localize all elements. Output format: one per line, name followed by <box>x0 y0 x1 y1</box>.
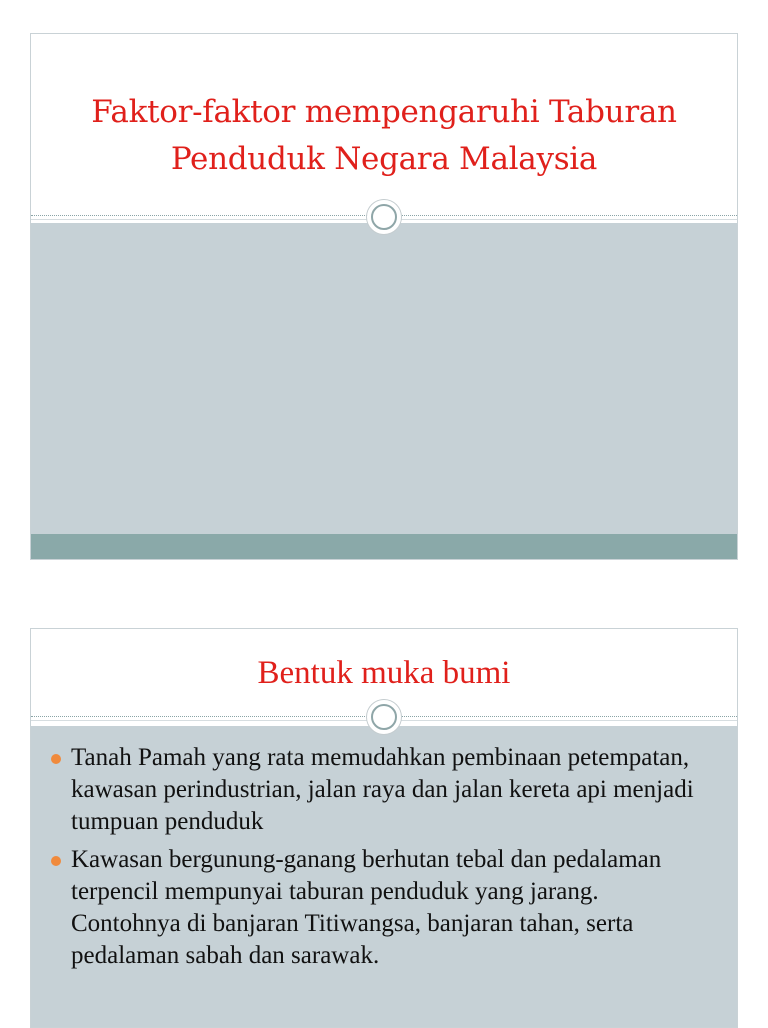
slide-1-content-area <box>31 223 737 534</box>
ring-icon <box>367 200 401 234</box>
slide-1-title-area <box>31 34 737 215</box>
ring-icon <box>367 700 401 734</box>
bullet-text: Tanah Pamah yang rata memudahkan pembinaan petempatan, kawasan perindustrian, jalan raya dan jalan kereta api menjadi tumpuan penduduk <box>71 744 694 835</box>
bullet-dot-icon <box>51 856 61 866</box>
slide-2-title: Bentuk muka bumi <box>257 654 511 691</box>
slide-1 <box>30 33 738 560</box>
bullet-list <box>31 726 737 972</box>
slide-1-title: Faktor-faktor mempengaruhi Taburan Penduduk Negara Malaysia <box>91 93 677 177</box>
slide-2 <box>30 628 738 1028</box>
bullet-item <box>71 742 713 838</box>
bullet-text: Kawasan bergunung-ganang berhutan tebal dan pedalaman terpencil mempunyai taburan penduduk yang jarang. Contohnya di banjaran Titiwangsa, banjaran tahan, serta pedalaman sabah dan sarawak. <box>71 846 662 969</box>
bullet-item <box>71 844 713 972</box>
slide-2-content-area <box>31 726 737 1027</box>
bullet-dot-icon <box>51 754 61 764</box>
slide-1-footer-bar <box>31 534 737 559</box>
